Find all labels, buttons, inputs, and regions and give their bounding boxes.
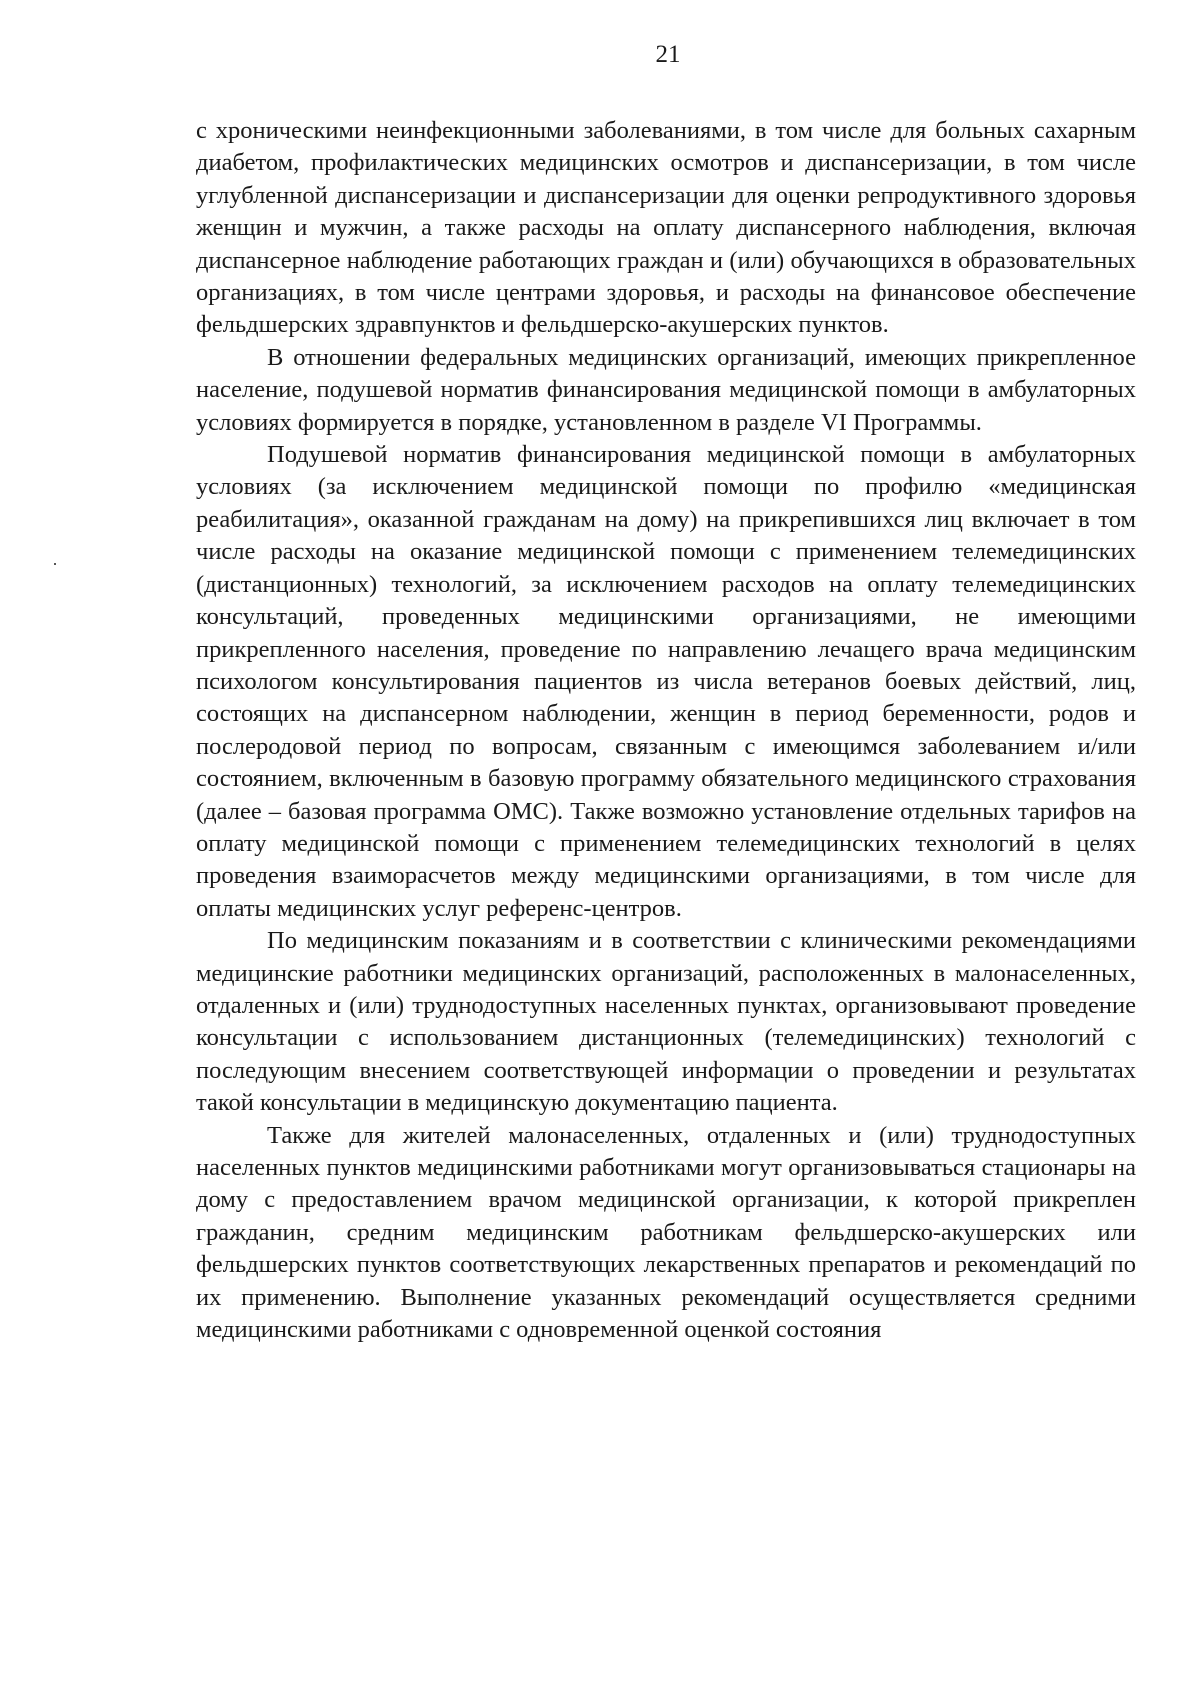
scan-speck	[54, 563, 56, 565]
paragraph-continuation: с хроническими неинфекционными заболеваниями, в том числе для больных сахарным диабетом, профилактических медицинских осмотров и диспансеризации, в том числе углубленной диспансеризации и диспансеризации для оценки репродуктивного здоровья женщин и мужчин, а также расходы на оплату диспансерного наблюдения, включая диспансерное наблюдение работающих граждан и (или) обучающихся в образовательных организациях, в том числе центрами здоровья, и расходы на финансовое обеспечение фельдшерских здравпунктов и фельдшерско-акушерских пунктов.	[196, 117, 1136, 339]
paragraph-per-capita-standard: Подушевой норматив финансирования медицинской помощи в амбулаторных условиях (за исключением медицинской помощи по профилю «медицинская реабилитация», оказанной гражданам на дому) на прикрепившихся лиц включает в том числе расходы на оказание медицинской помощи с применением телемедицинских (дистанционных) технологий, за исключением расходов на оплату телемедицинских консультаций, проведенных медицинскими организациями, не имеющими прикрепленного населения, проведение по направлению лечащего врача медицинским психологом консультирования пациентов из числа ветеранов боевых действий, лиц, состоящих на диспансерном наблюдении, женщин в период беременности, родов и послеродовой период по вопросам, связанным с имеющимся заболеванием и/или состоянием, включенным в базовую программу обязательного медицинского страхования (далее – базовая программа ОМС). Также возможно установление отдельных тарифов на оплату медицинской помощи с применением телемедицинских технологий в целях проведения взаиморасчетов между медицинскими организациями, в том числе для оплаты медицинских услуг референс-центров.	[196, 441, 1136, 922]
document-body	[196, 115, 1136, 1346]
page-number: 21	[655, 41, 681, 68]
paragraph-telemedicine-consultations: По медицинским показаниям и в соответствии с клиническими рекомендациями медицинские работники медицинских организаций, расположенных в малонаселенных, отдаленных и (или) труднодоступных населенных пунктах, организовывают проведение консультации с использованием дистанционных (телемедицинских) технологий с последующим внесением соответствующей информации о проведении и результатах такой консультации в медицинскую документацию пациента.	[196, 927, 1136, 1117]
paragraph-federal-organizations: В отношении федеральных медицинских организаций, имеющих прикрепленное население, подушевой норматив финансирования медицинской помощи в амбулаторных условиях формируется в порядке, установленном в разделе VI Программы.	[196, 343, 1136, 436]
paragraph-home-hospitals: Также для жителей малонаселенных, отдаленных и (или) труднодоступных населенных пунктов медицинскими работниками могут организовываться стационары на дому с предоставлением врачом медицинской организации, к которой прикреплен гражданин, средним медицинским работникам фельдшерско-акушерских или фельдшерских пунктов соответствующих лекарственных препаратов и рекомендаций по их применению. Выполнение указанных рекомендаций осуществляется средними медицинскими работниками с одновременной оценкой состояния	[196, 1121, 1136, 1344]
